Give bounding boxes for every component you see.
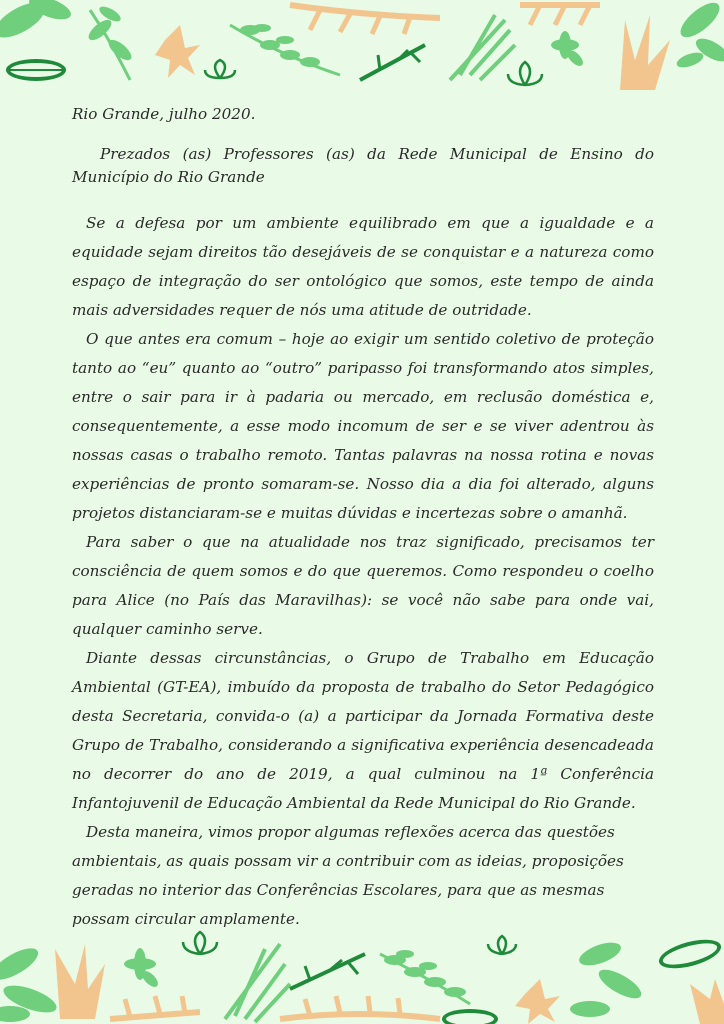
peach-branch-icon [520,5,600,25]
sprout-icon [488,936,516,954]
letter-salutation: Prezados (as) Professores (as) da Rede Municipal de Ensino do Município do Rio Grande [72,145,654,186]
leaf-cluster-icon [0,0,74,81]
letter-date: Rio Grande, julho 2020. [72,105,256,123]
sprout-icon [183,932,217,954]
peach-leaf-icon [690,979,724,1024]
letter-paragraph: Para saber o que na atualidade nos traz significado, precisamos ter consciência de quem somos e do que queremos. Como respondeu o coelho para Alice (no País das Maravilhas): se você não sabe para onde vai, qualquer caminho serve. [72,533,654,638]
fern-icon [380,950,470,1004]
peach-leaf-icon [620,15,670,90]
leaf-icon [442,1009,498,1024]
twig-icon [290,954,365,989]
peach-leaf-icon [515,979,560,1024]
fern-icon [230,24,340,75]
flower-icon [551,31,586,69]
leaf-cluster-icon [570,938,645,1017]
letter-body [72,100,654,934]
peach-branch-icon [290,5,440,34]
peach-leaf-icon [55,944,105,1019]
twig-icon [360,45,425,80]
palm-leaf-icon [450,15,515,80]
sprout-icon [508,62,542,85]
letter-paragraph: Desta maneira, vimos propor algumas reflexões acerca das questões ambientais, as quais possam vir a contribuir com as ideias, proposições geradas no interior das Conferências Escolares, para que as mesmas possam circular amplamente. [72,823,624,928]
letter-paragraph: Diante dessas circunstâncias, o Grupo de Trabalho em Educação Ambiental (GT-EA), imbuído da proposta de trabalho do Setor Pedagógico desta Secretaria, convida-o (a) a participar da Jornada Formativa deste Grupo de Trabalho, considerando a significativa experiência desencadeada no decorrer do ano de 2019, a qual culminou na 1ª Conferência Infantojuvenil de Educação Ambiental da Rede Municipal do Rio Grande. [72,649,654,812]
top-leaf-border [0,0,724,100]
leaf-icon [656,934,724,974]
sprout-icon [205,60,235,78]
peach-leaf-icon [155,25,200,78]
peach-branch-icon [280,996,440,1019]
bottom-leaf-border [0,924,724,1024]
letter-paragraph: O que antes era comum – hoje ao exigir um sentido coletivo de proteção tanto ao “eu” quanto ao “outro” paripasso foi transformando atos simples, entre o sair para ir à padaria ou mercado, em reclusão doméstica e, consequentemente, a esse modo incomum de ser e se viver adentrou às nossas casas o trabalho remoto. Tantas palavras na nossa rotina e novas experiências de pronto somaram-se. Nosso dia a dia foi alterado, alguns projetos distanciaram-se e muitas dúvidas e incertezas sobre o amanhã. [72,330,654,522]
palm-leaf-icon [225,944,290,1022]
peach-branch-icon [110,996,200,1019]
leaf-cluster-icon [85,4,134,80]
leaf-cluster-icon [0,942,60,1022]
flower-icon [124,948,161,990]
leaf-cluster-icon [675,0,724,70]
letter-paragraph: Se a defesa por um ambiente equilibrado em que a igualdade e a equidade sejam direitos tão desejáveis de se conquistar e a natureza como espaço de integração do ser ontológico que somos, este tempo de ainda mais adversidades requer de nós uma atitude de outridade. [72,214,654,319]
